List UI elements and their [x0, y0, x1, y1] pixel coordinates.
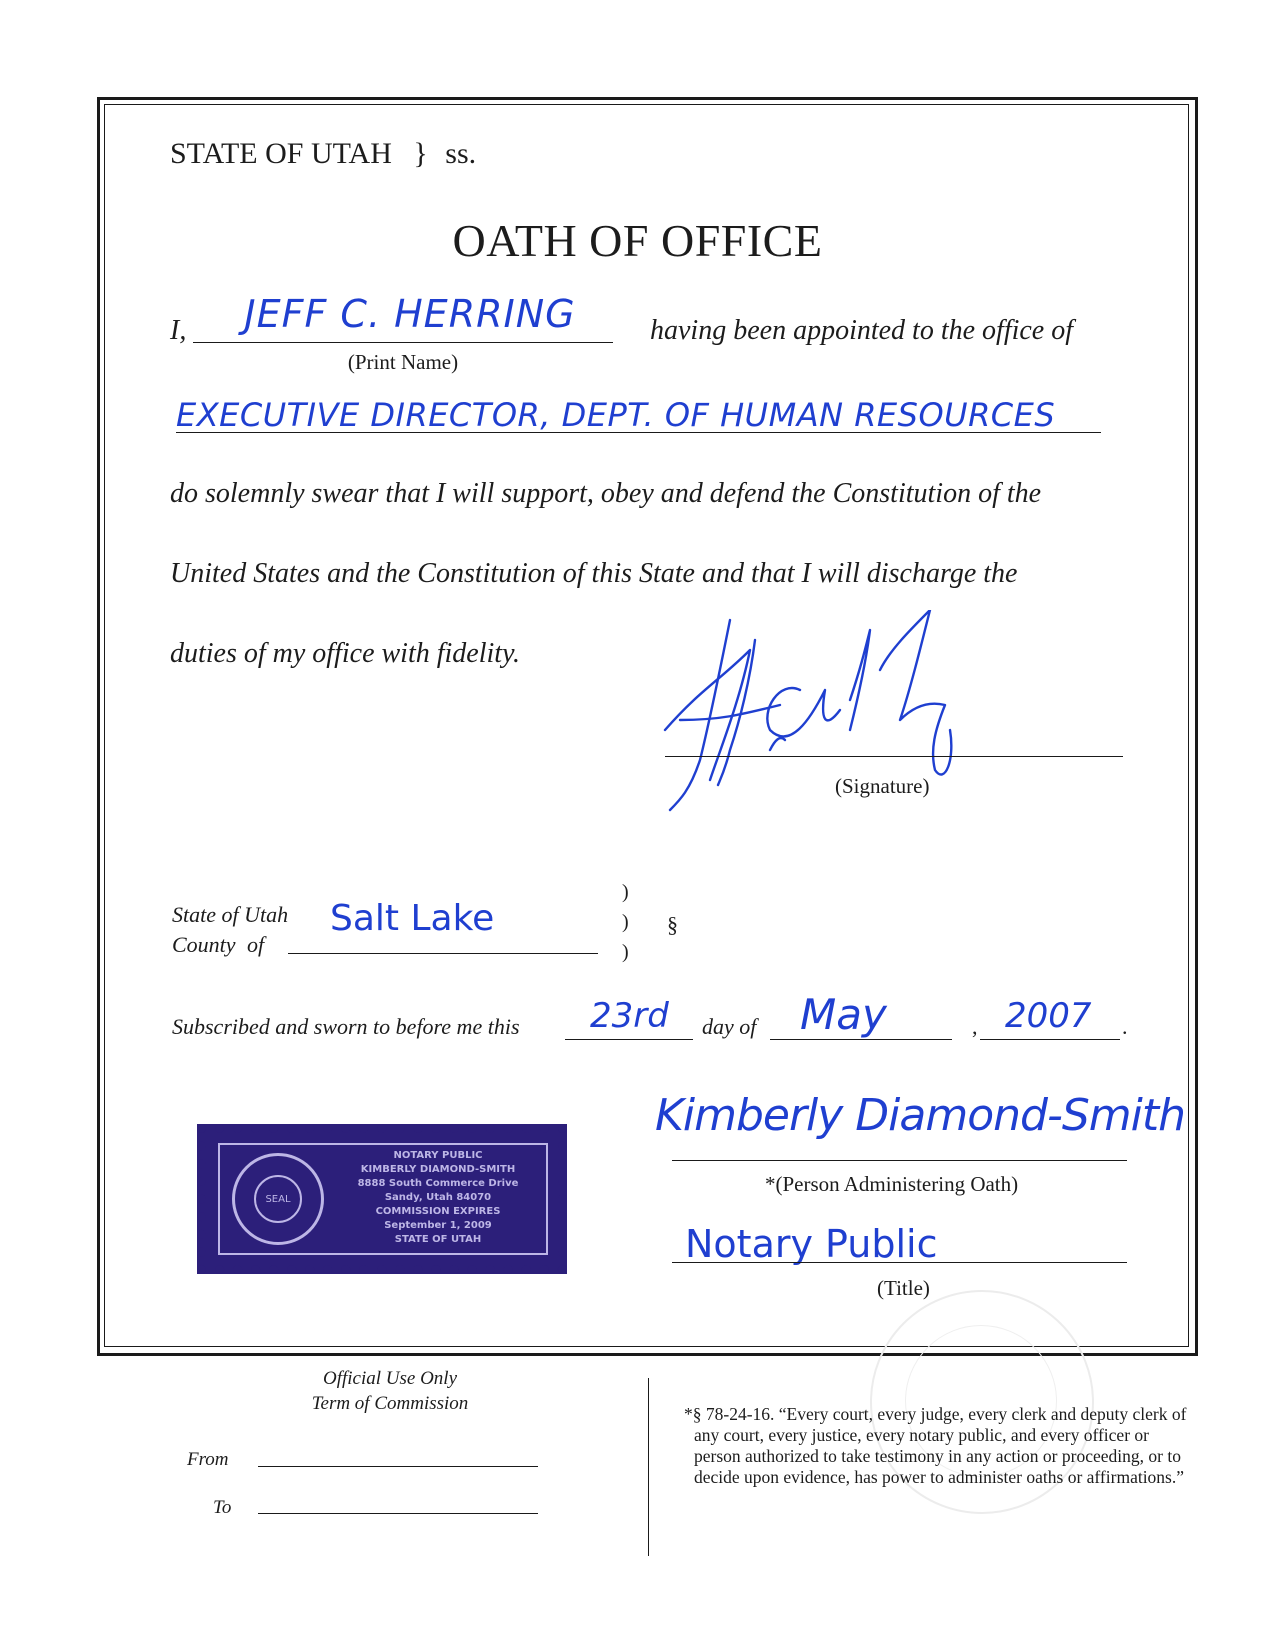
signature-caption: (Signature)	[835, 774, 930, 798]
printed-name: JEFF C. HERRING	[244, 292, 576, 336]
comma: ,	[972, 1014, 978, 1039]
office-title: EXECUTIVE DIRECTOR, DEPT. OF HUMAN RESOURCES	[176, 396, 1056, 434]
stamp-line-3: 8888 South Commerce Drive	[357, 1178, 519, 1189]
title-value: Notary Public	[685, 1222, 938, 1266]
county-line	[288, 953, 598, 954]
stamp-line-6: September 1, 2009	[384, 1220, 492, 1231]
ss-label: ss.	[445, 137, 477, 170]
state-name: STATE OF UTAH	[170, 137, 392, 170]
oath-line-2: United States and the Constitution of this State and that I will discharge the	[170, 558, 1018, 589]
venue-county-label: County of	[172, 932, 265, 957]
stamp-line-1: NOTARY PUBLIC	[393, 1150, 483, 1161]
period: .	[1122, 1014, 1128, 1039]
paren-1: )	[622, 881, 629, 903]
section-symbol: §	[667, 912, 678, 937]
subscribed-text: Subscribed and sworn to before me this	[172, 1014, 520, 1039]
month-line	[770, 1039, 952, 1040]
administrator-line	[672, 1160, 1127, 1161]
administrator-caption: *(Person Administering Oath)	[765, 1172, 1019, 1196]
signature-line	[665, 756, 1123, 757]
to-label: To	[213, 1497, 232, 1518]
statute-text: *§ 78-24-16. “Every court, every judge, every clerk and deputy clerk of any court, every justice, every notary public, and every officer or person authorized to take testimony in any action or proceeding, or to decide upon evidence, has power to administer oaths or affirmations.”	[684, 1404, 1187, 1487]
oath-line-3: duties of my office with fidelity.	[170, 638, 520, 669]
from-label: From	[187, 1449, 229, 1470]
appointed-text: having been appointed to the office of	[650, 315, 1074, 346]
print-name-caption: (Print Name)	[347, 350, 459, 374]
stamp-line-5: COMMISSION EXPIRES	[375, 1206, 501, 1217]
title-line	[672, 1262, 1127, 1263]
year-value: 2007	[1005, 996, 1092, 1036]
state-seal-icon: SEAL	[232, 1153, 324, 1245]
office-line	[176, 432, 1101, 433]
to-line	[258, 1513, 538, 1514]
term-of-commission: Term of Commission	[311, 1393, 469, 1414]
stamp-line-2: KIMBERLY DIAMOND-SMITH	[360, 1164, 516, 1175]
state-header	[170, 137, 476, 171]
stamp-line-7: STATE OF UTAH	[394, 1234, 482, 1245]
stamp-line-4: Sandy, Utah 84070	[384, 1192, 492, 1203]
notary-stamp	[197, 1124, 567, 1274]
paren-2: )	[622, 911, 629, 933]
paren-3: )	[622, 941, 629, 963]
day-of-text: day of	[702, 1014, 757, 1039]
day-value: 23rd	[590, 996, 669, 1036]
month-value: May	[800, 990, 887, 1039]
administrator-signature: Kimberly Diamond-Smith	[655, 1090, 1185, 1141]
official-use-title: Official Use Only	[322, 1368, 458, 1389]
county-value: Salt Lake	[330, 898, 495, 939]
name-line	[193, 342, 613, 343]
day-line	[565, 1039, 693, 1040]
oath-line-1: do solemnly swear that I will support, obey and defend the Constitution of the	[170, 478, 1042, 509]
year-line	[980, 1039, 1120, 1040]
title-caption: (Title)	[877, 1276, 930, 1300]
from-line	[258, 1466, 538, 1467]
brace: }	[413, 137, 428, 170]
footer-divider	[648, 1378, 649, 1556]
venue-state-label: State of Utah	[172, 902, 289, 927]
page-title: OATH OF OFFICE	[452, 215, 823, 266]
oath-prefix: I,	[170, 315, 187, 346]
